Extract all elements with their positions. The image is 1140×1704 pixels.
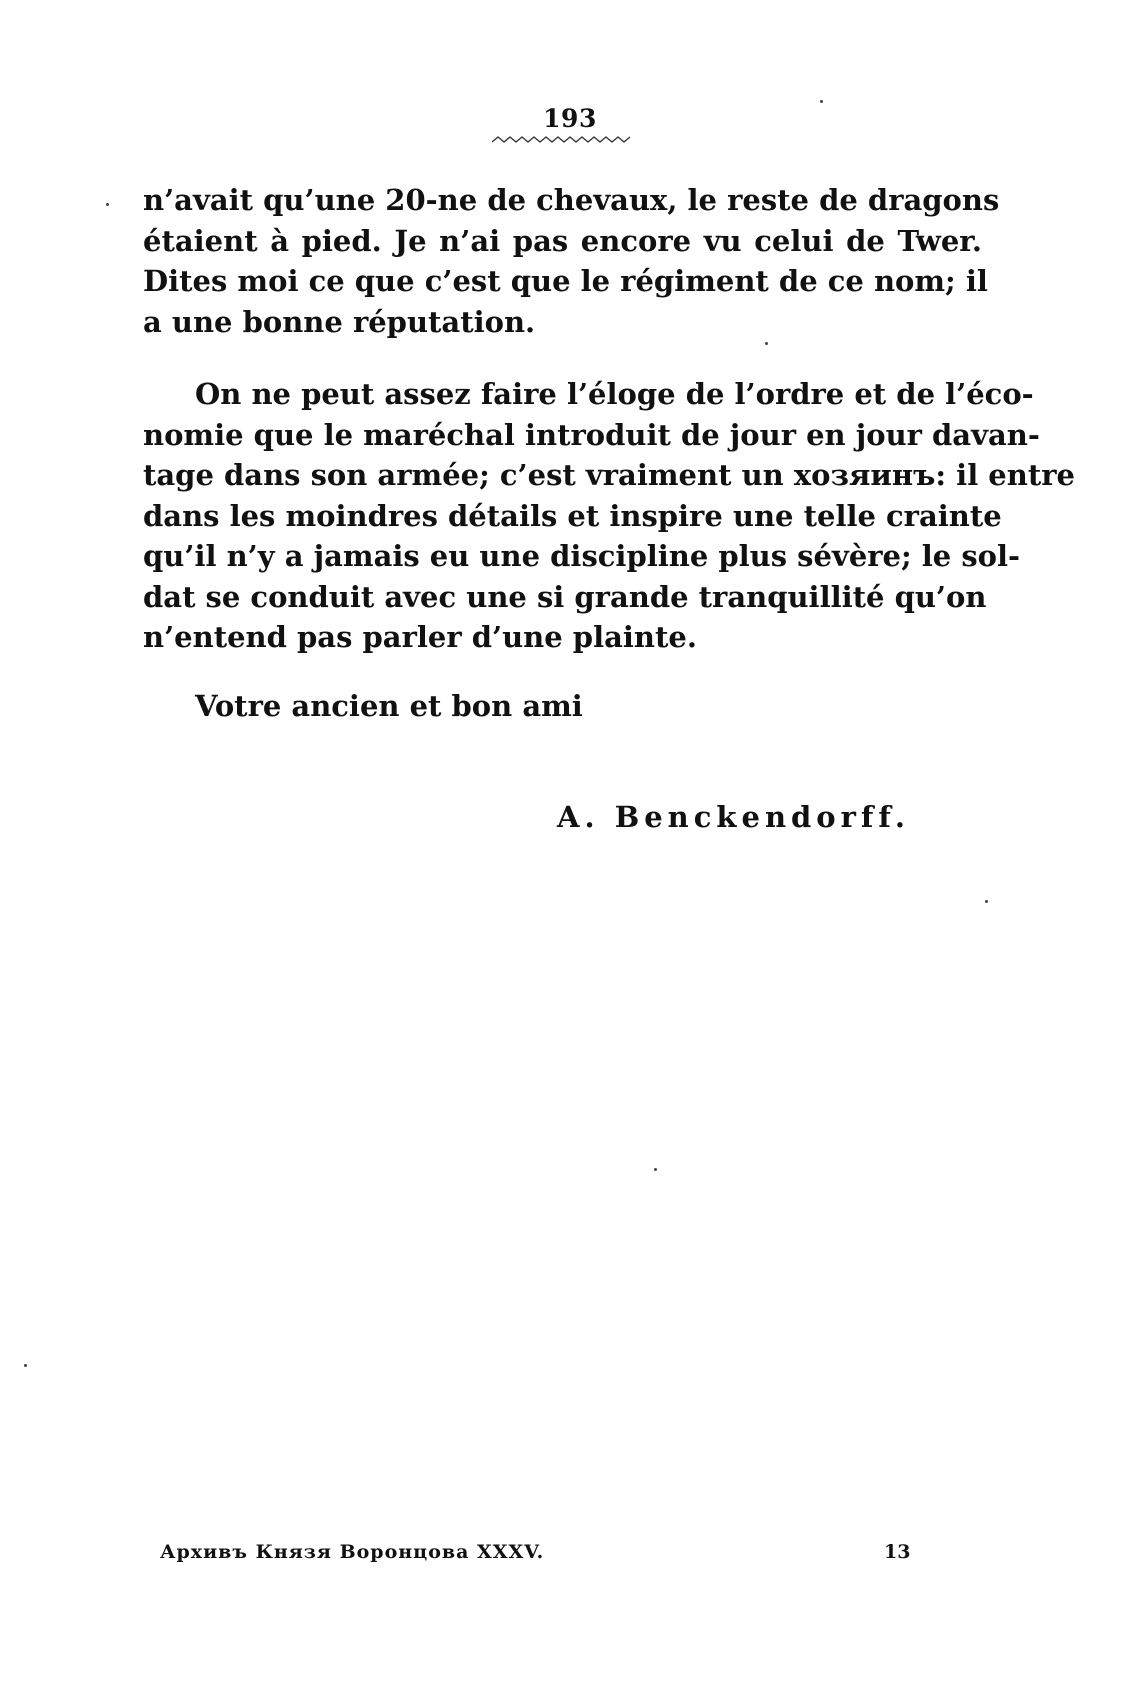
paragraph-2 bbox=[143, 374, 1075, 658]
text-line: On ne peut assez faire l’éloge de l’ordre et de l’éco- bbox=[195, 377, 1034, 411]
page-number: 193 bbox=[543, 104, 597, 133]
scan-speck bbox=[765, 342, 768, 345]
page-number-ornament bbox=[492, 134, 632, 146]
scan-speck bbox=[106, 203, 109, 206]
text-line: Dites moi ce que c’est que le régiment de ce nom; il bbox=[143, 264, 988, 298]
letter-closing: Votre ancien et bon ami bbox=[195, 689, 583, 723]
text-line: n’avait qu’une 20-ne de chevaux, le reste de dragons bbox=[143, 183, 1000, 217]
text-line: qu’il n’y a jamais eu une discipline plus sévère; le sol- bbox=[143, 539, 1021, 573]
text-line: n’entend pas parler d’une plainte. bbox=[143, 620, 697, 654]
text-line: dans les moindres détails et inspire une telle crainte bbox=[143, 498, 1002, 533]
text-line: a une bonne réputation. bbox=[143, 304, 536, 339]
footer-signature-mark: 13 bbox=[884, 1541, 911, 1563]
text-line: dat se conduit avec une si grande tranquillité qu’on bbox=[143, 579, 987, 614]
footer-volume-title: Архивъ Князя Воронцова XXXV. bbox=[160, 1541, 545, 1563]
scan-speck bbox=[24, 1364, 27, 1367]
letter-signature: A. Benckendorff. bbox=[557, 800, 910, 834]
paragraph-1 bbox=[143, 180, 1000, 342]
text-line: étaient à pied. Je n’ai pas encore vu celui de Twer. bbox=[143, 223, 982, 258]
scan-speck bbox=[820, 100, 823, 103]
scan-speck bbox=[654, 1168, 657, 1171]
text-line: tage dans son armée; c’est vraiment un хозяинъ: il entre bbox=[143, 458, 1075, 492]
text-line: nomie que le maréchal introduit de jour en jour davan- bbox=[143, 417, 1040, 452]
scan-speck bbox=[985, 900, 988, 903]
